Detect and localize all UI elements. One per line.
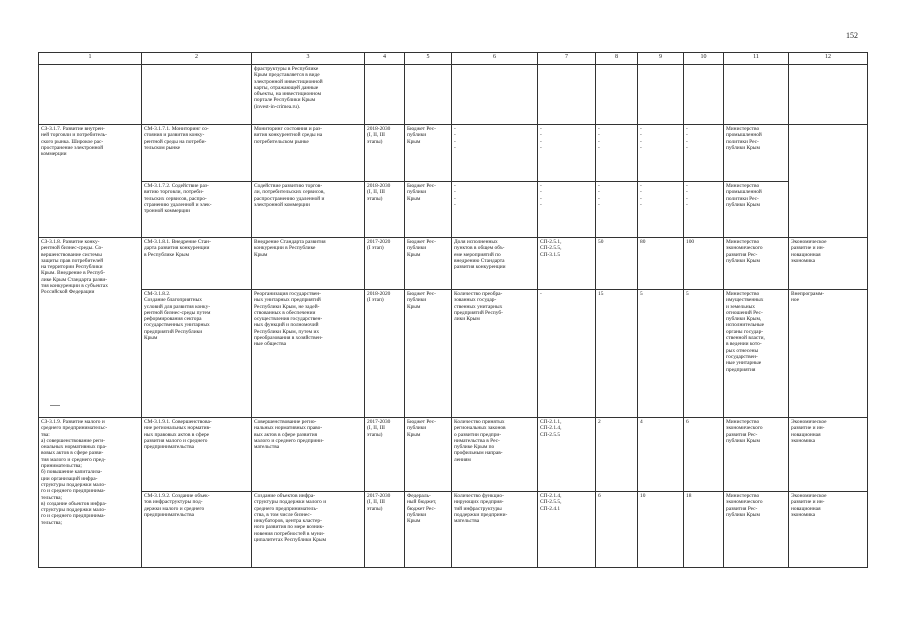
header-row (39, 53, 868, 65)
value-cell: - - - - (684, 125, 724, 182)
value-cell (684, 65, 724, 125)
strategy-table (38, 52, 868, 568)
period-cell: 2017-2020 (I этап) (365, 238, 405, 290)
responsible-cell: Министерство промышленной политики Рес- публики Крым (724, 125, 789, 182)
measure-cell: СМ-3.1.8.1. Внедрение Стан- дарта развития конкуренции в Республике Крым (142, 238, 252, 290)
program-cell: Экономическое развитие и ин- новационная экономика (789, 238, 868, 290)
indicator-cell (452, 65, 538, 125)
value-cell: - - - - (638, 125, 684, 182)
measure-cell: СМ-3.1.9.1. Совершенствова- ние региональных норматив- ных правовых актов в сфере развития малого и среднего предпринимательства (142, 418, 252, 492)
goal-cell: СЗ-3.1.8. Развитие конку- рентной бизнес-среды. Со- вершенствование системы защиты прав потребителей на территории Республики Крым. Внедрение в Респуб- лике Крым Стандарта разви- тия конкуренции в субъектах Российской Федерации (39, 238, 142, 418)
header-cell: 8 (596, 53, 638, 65)
header-cell: 6 (452, 53, 538, 65)
activity-cell: фраструктуры в Республике Крым представляется в виде электронной инвестиционной карты, отражающей данные объекты, на инвестиционном портале Республики Крым (invest-in-crimea.ru). (252, 65, 365, 125)
period-cell (365, 65, 405, 125)
funding-cell: Бюджет Рес- публики Крым (405, 182, 452, 238)
value-cell: - - - - (684, 182, 724, 238)
period-cell: 2018-2030 (I, II, III этапы) (365, 125, 405, 182)
header-cell: 2 (142, 53, 252, 65)
table-row (39, 492, 868, 568)
activity-cell: Внедрение Стандарта развития конкуренции в Республике Крым (252, 238, 365, 290)
header-cell: 4 (365, 53, 405, 65)
link-cell: СП-2.5.1, СП-2.5.5, СП-3.1.5 (538, 238, 596, 290)
measure-cell: СМ-3.1.8.2. Создание благоприятных условий для развития конку- рентной бизнес-среды путем реформирования сектора государственных унитарных предприятий Республики Крым (142, 290, 252, 418)
value-cell: 6 (684, 418, 724, 492)
header-cell: 5 (405, 53, 452, 65)
goal-cell (39, 65, 142, 125)
program-cell (789, 125, 868, 238)
header-cell: 11 (724, 53, 789, 65)
value-cell: 4 (638, 418, 684, 492)
funding-cell: Бюджет Рес- публики Крым (405, 238, 452, 290)
value-cell: - - - - (638, 182, 684, 238)
program-cell: Внепрограмм- ное (789, 290, 868, 418)
goal-cell: СЗ-3.1.7. Развитие внутрен- ней торговли и потребитель- ского рынка. Широкое рас- пространение электронной коммерции (39, 125, 142, 238)
value-cell: 5 (638, 290, 684, 418)
scan-mark (50, 405, 60, 407)
link-cell: - (538, 290, 596, 418)
table-row (39, 65, 868, 125)
funding-cell: Бюджет Рес- публики Крым (405, 290, 452, 418)
header-cell: 7 (538, 53, 596, 65)
indicator-cell: - - - - (452, 182, 538, 238)
program-cell: Экономическое развитие и ин- новационная экономика (789, 492, 868, 568)
link-cell: - - - - (538, 125, 596, 182)
table-row (39, 182, 868, 238)
responsible-cell: Министерство имущественных и земельных отношений Рес- публики Крым, исполнительные органы государ- ственной власти, в ведении кото- рых отнесены государствен- ные унитарные предприятия (724, 290, 789, 418)
period-cell: 2018-2030 (I, II, III этапы) (365, 182, 405, 238)
value-cell: - - - - (596, 125, 638, 182)
value-cell: 2 (596, 418, 638, 492)
value-cell: 50 (596, 238, 638, 290)
link-cell: СП-2.1.1, СП-2.1.4, СП-2.5.5 (538, 418, 596, 492)
activity-cell: Реорганизация государствен- ных унитарных предприятий Республики Крым, не задей- ствованных в обеспечении осуществления государствен- ных функций и полномочий Республики Крым, путем их преобразования в хозяйствен- ные общества (252, 290, 365, 418)
funding-cell: Федераль- ный бюджет, бюджет Рес- публики Крым (405, 492, 452, 568)
activity-cell: Мониторинг состояния и раз- вития конкурентной среды на потребительском рынке (252, 125, 365, 182)
activity-cell: Содействие развитию торгов- ли, потребительских сервисов, распространению удаленной и электронной коммерции (252, 182, 365, 238)
measure-cell: СМ-3.1.7.1. Мониторинг со- стояния и развития конку- рентной среды на потреби- тельском рынке (142, 125, 252, 182)
value-cell: 6 (596, 492, 638, 568)
header-cell: 3 (252, 53, 365, 65)
table-row (39, 290, 868, 418)
header-cell: 9 (638, 53, 684, 65)
indicator-cell: Доля исполненных пунктов в общем объ- еме мероприятий по внедрению Стандарта развития конкуренции (452, 238, 538, 290)
value-cell: 10 (638, 492, 684, 568)
measure-cell (142, 65, 252, 125)
header-cell: 1 (39, 53, 142, 65)
indicator-cell: Количество функцио- нирующих предприя- тий инфраструктуры поддержки предприни- мательства (452, 492, 538, 568)
responsible-cell: Министерство экономического развития Рес- публики Крым (724, 418, 789, 492)
measure-cell: СМ-3.1.7.2. Содействие раз- витию торговли, потреби- тельских сервисов, распро- странению удаленной и элек- тронной коммерции (142, 182, 252, 238)
period-cell: 2017-2030 (I, II, III этапы) (365, 492, 405, 568)
activity-cell: Создание объектов инфра- структуры поддержки малого и среднего предприниматель- ства, в том числе бизнес- инкубаторов, центра кластер- ного развития по мере возник- новения потребностей в муни- ципалитетах Республики Крым (252, 492, 365, 568)
responsible-cell (724, 65, 789, 125)
responsible-cell: Министерство экономического развития Рес- публики Крым (724, 238, 789, 290)
period-cell: 2017-2030 (I, II, III этапы) (365, 418, 405, 492)
header-cell: 10 (684, 53, 724, 65)
funding-cell (405, 65, 452, 125)
table-row (39, 238, 868, 290)
link-cell (538, 65, 596, 125)
responsible-cell: Министерство экономического развития Рес- публики Крым (724, 492, 789, 568)
value-cell: - - - - (596, 182, 638, 238)
value-cell: 80 (638, 238, 684, 290)
link-cell: СП-2.1.4, СП-2.5.5, СП-2.4.1 (538, 492, 596, 568)
program-cell (789, 65, 868, 125)
page-number: 152 (846, 31, 858, 40)
table-row (39, 418, 868, 492)
link-cell: - - - - (538, 182, 596, 238)
period-cell: 2018-2020 (I этап) (365, 290, 405, 418)
indicator-cell: Количество преобра- зованных государ- ственных унитарных предприятий Респуб- лики Крым (452, 290, 538, 418)
value-cell: 15 (596, 290, 638, 418)
table-row (39, 125, 868, 182)
indicator-cell: Количество принятых региональных законов о развитии предпри- нимательства в Рес- публике Крым по профильным направ- лениям (452, 418, 538, 492)
activity-cell: Совершенствование регио- нальных нормативных право- вых актов в сфере развития малого и среднего предприни- мательства (252, 418, 365, 492)
value-cell: 100 (684, 238, 724, 290)
indicator-cell: - - - - (452, 125, 538, 182)
program-cell: Экономическое развитие и ин- новационная экономика (789, 418, 868, 492)
responsible-cell: Министерство промышленной политики Рес- публики Крым (724, 182, 789, 238)
value-cell: 5 (684, 290, 724, 418)
measure-cell: СМ-3.1.9.2. Создание объек- тов инфраструктуры под- держки малого и среднего предпринимательства (142, 492, 252, 568)
value-cell (596, 65, 638, 125)
funding-cell: Бюджет Рес- публики Крым (405, 125, 452, 182)
funding-cell: Бюджет Рес- публики Крым (405, 418, 452, 492)
header-cell: 12 (789, 53, 868, 65)
goal-cell: СЗ-3.1.9. Развитие малого и среднего предпринимательс- тва: а) совершенствование реги- ональных нормативных пра- вовых актов в сфере разви- тия малого и среднего пред- принимательства; б) повышение капитализа- ции организаций инфра- структуры поддержки мало- го и среднего предпринима- тельства; в) создание объектов инфра- структуры поддержки мало- го и среднего предпринима- тельства; (39, 418, 142, 568)
value-cell (638, 65, 684, 125)
value-cell: 18 (684, 492, 724, 568)
